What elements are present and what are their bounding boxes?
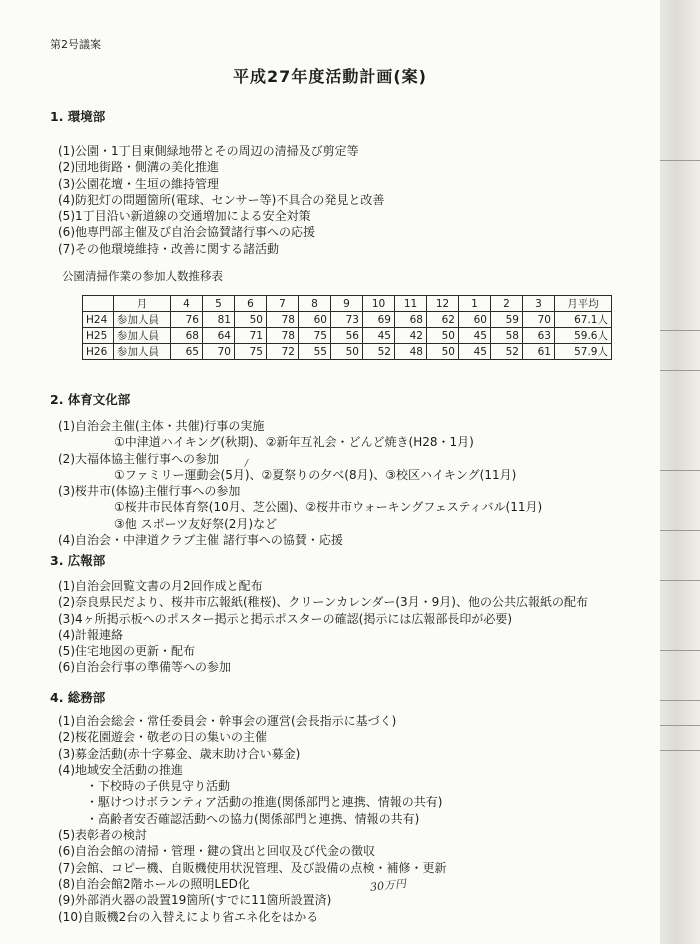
table-cell: 70 (203, 344, 235, 360)
table-cell: 61 (523, 344, 555, 360)
table-row (83, 344, 612, 360)
table-cell: 50 (427, 328, 459, 344)
table-header-cell: 5 (203, 296, 235, 312)
table-cell: 78 (267, 328, 299, 344)
table-cell: 60 (459, 312, 491, 328)
table-cell: 75 (299, 328, 331, 344)
list-item: (4)地域安全活動の推進 (58, 762, 183, 777)
section-heading-environment: 1. 環境部 (50, 109, 106, 124)
list-item: (5)住宅地図の更新・配布 (58, 644, 195, 659)
list-item: (7)その他環境維持・改善に関する諸活動 (58, 241, 279, 256)
table-cell: 71 (235, 328, 267, 344)
table-row (83, 328, 612, 344)
table-header-cell: 7 (267, 296, 299, 312)
table-cell: 59.6人 (555, 328, 612, 344)
list-item: ・高齢者安否確認活動への協力(関係部門と連携、情報の共有) (86, 811, 420, 826)
list-item: (1)自治会総会・常任委員会・幹事会の運営(会長指示に基づく) (58, 714, 397, 728)
table-cell: 参加人員 (114, 344, 171, 360)
table-header-cell: 10 (363, 296, 395, 312)
table-cell: 68 (395, 312, 427, 328)
table-cell: 45 (459, 344, 491, 360)
table-cell: 64 (203, 328, 235, 344)
table-cell: 63 (523, 328, 555, 344)
table-cell: 78 (267, 312, 299, 328)
list-item: (4)防犯灯の問題箇所(電球、センサー等)不具合の発見と改善 (58, 192, 385, 207)
table-cell: 65 (171, 344, 203, 360)
table-header-cell (83, 296, 114, 312)
list-item: (2)奈良県民だより、桜井市広報紙(稚桜)、クリーンカレンダー(3月・9月)、他の公共広報紙の配布 (58, 595, 588, 610)
table-cell: 参加人員 (114, 328, 171, 344)
table-cell: H26 (83, 344, 114, 360)
list-item: ①桜井市民体育祭(10月、芝公園)、②桜井市ウォーキングフェスティバル(11月) (114, 500, 543, 515)
next-page-edge (660, 0, 700, 944)
agenda-label: 第2号議案 (50, 38, 101, 51)
table-header-cell: 2 (491, 296, 523, 312)
table-header-cell: 8 (299, 296, 331, 312)
table-cell: 参加人員 (114, 312, 171, 328)
section-heading-pr: 3. 広報部 (50, 553, 106, 568)
table-cell: 60 (299, 312, 331, 328)
table-cell: 45 (363, 328, 395, 344)
table-cell: 72 (267, 344, 299, 360)
table-cell: 52 (363, 344, 395, 360)
table-header-cell: 月 (114, 296, 171, 312)
table-cell: 68 (171, 328, 203, 344)
list-item: (1)自治会回覧文書の月2回作成と配布 (58, 579, 263, 593)
table-cell: 73 (331, 312, 363, 328)
list-item: (6)自治会館の清掃・管理・鍵の貸出と回収及び代金の徴収 (58, 844, 376, 859)
table-cell: 42 (395, 328, 427, 344)
list-item: ①ファミリー運動会(5月)、②夏祭りの夕べ(8月)、③校区ハイキング(11月) (114, 467, 517, 482)
table-header-cell: 3 (523, 296, 555, 312)
table-cell: 67.1人 (555, 312, 612, 328)
list-item: (4)自治会・中津道クラブ主催 諸行事への協賛・応援 (58, 533, 343, 548)
table-caption: 公園清掃作業の参加人数推移表 (62, 269, 223, 283)
table-cell: 81 (203, 312, 235, 328)
table-header-cell: 1 (459, 296, 491, 312)
list-item: (4)計報連絡 (58, 627, 123, 642)
list-item: (1)公園・1丁目東側緑地帯とその周辺の清掃及び剪定等 (58, 144, 359, 158)
list-item: ①中津道ハイキング(秋期)、②新年互礼会・どんど焼き(H28・1月) (114, 435, 474, 450)
list-item: (2)桜花園遊会・敬老の日の集いの主催 (58, 730, 267, 745)
table-cell: 56 (331, 328, 363, 344)
list-item: (2)大福体協主催行事への参加 (58, 451, 219, 466)
table-cell: 50 (331, 344, 363, 360)
environment-item-list (58, 143, 384, 257)
table-cell: 48 (395, 344, 427, 360)
table-header-cell: 月平均 (555, 296, 612, 312)
culture-item-list (58, 418, 542, 548)
general-item-list (58, 713, 447, 925)
table-cell: 50 (235, 312, 267, 328)
table-header-cell: 9 (331, 296, 363, 312)
table-cell: 62 (427, 312, 459, 328)
list-item: (7)会館、コピー機、自販機使用状況管理、及び設備の点検・補修・更新 (58, 860, 447, 875)
list-item: (1)自治会主催(主体・共催)行事の実施 (58, 419, 265, 433)
list-item: ③他 スポーツ友好祭(2月)など (114, 516, 278, 531)
handwritten-mark: / (245, 459, 249, 469)
section-heading-culture: 2. 体育文化部 (50, 392, 131, 407)
table-row (83, 312, 612, 328)
table-cell: H24 (83, 312, 114, 328)
list-item: (3)公園花壇・生垣の維持管理 (58, 176, 219, 191)
list-item: (6)他専門部主催及び自治会協賛諸行事への応援 (58, 225, 315, 240)
table-cell: 45 (459, 328, 491, 344)
table-cell: H25 (83, 328, 114, 344)
table-cell: 69 (363, 312, 395, 328)
list-item: ・下校時の子供見守り活動 (86, 779, 231, 794)
table-cell: 50 (427, 344, 459, 360)
table-header-cell: 4 (171, 296, 203, 312)
list-item: (3)4ヶ所掲示板へのポスター掲示と掲示ポスターの確認(掲示には広報部長印が必要) (58, 611, 512, 626)
pr-item-list (58, 578, 588, 676)
table-cell: 55 (299, 344, 331, 360)
list-item: (3)桜井市(体協)主催行事への参加 (58, 484, 241, 499)
list-item: (9)外部消火器の設置19箇所(すでに11箇所設置済) (58, 893, 332, 908)
participants-table (82, 295, 612, 360)
table-header-cell: 6 (235, 296, 267, 312)
table-header-cell: 12 (427, 296, 459, 312)
handwritten-note: 30万円 (369, 877, 407, 894)
table-cell: 75 (235, 344, 267, 360)
list-item: (2)団地街路・側溝の美化推進 (58, 160, 219, 175)
list-item: (3)募金活動(赤十字募金、歳末助け合い募金) (58, 746, 301, 761)
table-cell: 70 (523, 312, 555, 328)
table-header-cell: 11 (395, 296, 427, 312)
list-item: (5)表彰者の検討 (58, 828, 147, 843)
table-cell: 59 (491, 312, 523, 328)
list-item: (5)1丁目沿い新道線の交通増加による安全対策 (58, 209, 311, 224)
table-cell: 58 (491, 328, 523, 344)
table-cell: 76 (171, 312, 203, 328)
page-title: 平成27年度活動計画(案) (233, 67, 427, 86)
list-item: ・駆けつけボランティア活動の推進(関係部門と連携、情報の共有) (86, 795, 443, 810)
list-item: (8)自治会館2階ホールの照明LED化 (58, 876, 250, 891)
table-cell: 57.9人 (555, 344, 612, 360)
section-heading-general: 4. 総務部 (50, 690, 106, 705)
list-item: (10)自販機2台の入替えにより省エネ化をはかる (58, 909, 319, 924)
table-header-row (83, 296, 612, 312)
list-item: (6)自治会行事の準備等への参加 (58, 660, 231, 675)
table-cell: 52 (491, 344, 523, 360)
